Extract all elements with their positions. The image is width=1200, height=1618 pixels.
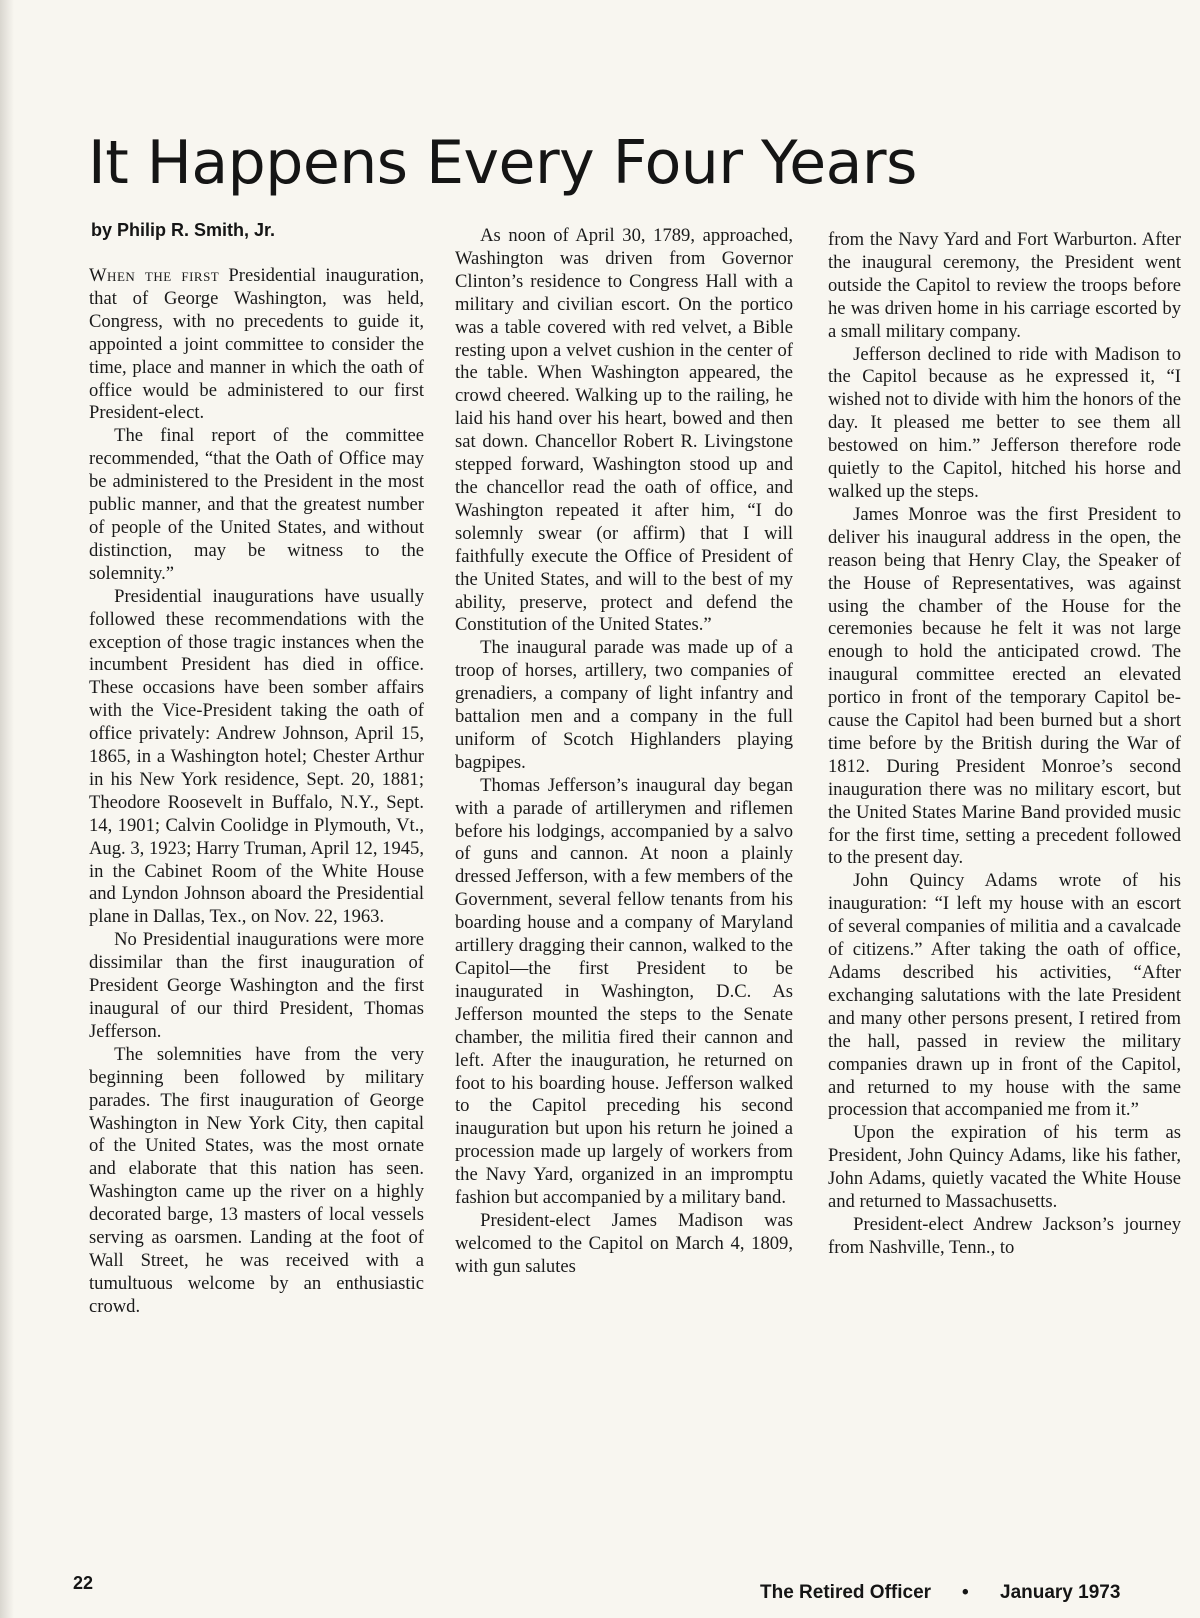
paragraph: James Monroe was the first President to deliver his inaugural address in the open, the reason being that Henry Clay, the Speaker of the House of Representatives, was against using the chamber of the House for the ceremonies because he felt it was not large enough to hold the anticipated crowd. The inaugural committee erected an elevated portico in front of the temporary Capitol because the Capitol had been burned but a short time before by the British during the War of 1812. During President Monroe’s second inauguration there was no military escort, but the United States Marine Band provided music for the first time, setting a precedent followed to the present day.: [828, 503, 1181, 869]
text-column-2: [455, 225, 793, 1279]
issue-date: January 1973: [1000, 1582, 1121, 1603]
paragraph: The final report of the committee recommended, “that the Oath of Office may be administered to the President in the most public manner, and that the greatest number of people of the United States, and without distinction, may be witness to the solemnity.”: [89, 425, 424, 584]
article-byline: by Philip R. Smith, Jr.: [91, 220, 276, 240]
paragraph: No Presidential inaugurations were more dissimilar than the first inauguration of President George Washington and the first inaugural of our third President, Thomas Jefferson.: [89, 929, 424, 1042]
paragraph: [89, 265, 424, 425]
text-column-1: [89, 265, 424, 1319]
paragraph: John Quincy Adams wrote of his inauguration: “I left my house with an escort of several companies of militia and a cavalcade of citizens.” After taking the oath of office, Adams described his activities, “After exchanging salutations with the late President and many other persons present, I retired from the hall, passed in review the military companies drawn up in front of the Capitol, and returned to my house with the same procession that accompanied me from it.”: [828, 870, 1181, 1121]
page-number: 22: [73, 1573, 94, 1593]
paragraph: President-elect Andrew Jackson’s journey from Nashville, Tenn., to: [828, 1213, 1181, 1258]
paragraph: President-elect James Madison was welcomed to the Capitol on March 4, 1809, with gun salutes: [455, 1209, 793, 1277]
paragraph: Thomas Jefferson’s inaugural day began with a parade of artillerymen and riflemen before his lodgings, accompanied by a salvo of guns and cannon. At noon a plainly dressed Jefferson, with a few members of the Government, several fellow tenants from his boarding house and a company of Maryland artillery dragging their cannon, walked to the Capitol—the first President to be inaugurated in Washington, D.C. As Jefferson mounted the steps to the Senate chamber, the militia fired their cannon and left. After the inauguration, he returned on foot to his boarding house. Jefferson walked to the Capitol preceding his second inauguration but upon his return he joined a procession made up largely of workers from the Navy Yard, organized in an impromptu fashion but accompanied by a military band.: [455, 774, 793, 1209]
paragraph: Jefferson declined to ride with Madison to the Capitol because as he expressed it, “I wished not to divide with him the honors of the day. It pleased me better to see them all bestowed on him.” Jefferson therefore rode quietly to the Capitol, hitched his horse and walked up the steps.: [828, 343, 1181, 502]
text-column-3: [828, 229, 1181, 1260]
footer-separator: •: [962, 1582, 969, 1603]
paragraph: The inaugural parade was made up of a troop of horses, artillery, two companies of grenadiers, a company of light infantry and battalion men and a company in the full uniform of Scotch Highlanders playing bagpipes.: [455, 637, 793, 773]
paragraph: from the Navy Yard and Fort Warburton. After the inaugural ceremony, the President went outside the Capitol to review the troops before he was driven home in his carriage escorted by a small military company.: [828, 229, 1181, 342]
article-title: It Happens Every Four Years: [88, 128, 917, 198]
paragraph: As noon of April 30, 1789, approached, Washington was driven from Governor Clinton’s residence to Congress Hall with a military and civilian escort. On the portico was a table covered with red velvet, a Bible resting upon a velvet cushion in the center of the table. When Washington appeared, the crowd cheered. Walking up to the railing, he laid his hand over his heart, bowed and then sat down. Chancellor Robert R. Livingstone stepped forward, Washington stood up and the chancellor read the oath of office, and Washington repeated it after him, “I do solemnly swear (or affirm) that I will faithfully execute the Office of President of the United States, and will to the best of my ability, preserve, protect and defend the Constitution of the United States.”: [455, 225, 793, 636]
publication-name: The Retired Officer: [760, 1582, 932, 1603]
paragraph-text: Presidential inauguration, that of George Washington, was held, Congress, with no precedents to guide it, appointed a joint committee to consider the time, place and manner in which the oath of office would be administered to our first President-elect.: [89, 265, 424, 424]
paragraph: Presidential inaugurations have usually followed these recommendations with the exception of those tragic instances when the incumbent President has died in office. These occasions have been somber affairs with the Vice-President taking the oath of office privately: Andrew Johnson, April 15, 1865, in a Washington hotel; Chester Arthur in his New York residence, Sept. 20, 1881; Theodore Roosevelt in Buffalo, N.Y., Sept. 14, 1901; Calvin Coolidge in Plymouth, Vt., Aug. 3, 1923; Harry Truman, April 12, 1945, in the Cabinet Room of the White House and Lyndon Johnson aboard the Presidential plane in Dallas, Tex., on Nov. 22, 1963.: [89, 585, 424, 928]
paragraph: The solemnities have from the very beginning been followed by military parades. The first inauguration of George Washington in New York City, then capital of the United States, was the most ornate and elaborate that this nation has seen. Washington came up the river on a highly decorated barge, 13 masters of local vessels serving as oarsmen. Landing at the foot of Wall Street, he was received with a tumultuous welcome by an enthusiastic crowd.: [89, 1043, 424, 1317]
paragraph: Upon the expiration of his term as President, John Quincy Adams, like his father, John Adams, quietly vacated the White House and returned to Massachusetts.: [828, 1122, 1181, 1213]
lead-in-small-caps: When the first: [89, 265, 220, 286]
page-edge-shadow: [0, 0, 14, 1618]
